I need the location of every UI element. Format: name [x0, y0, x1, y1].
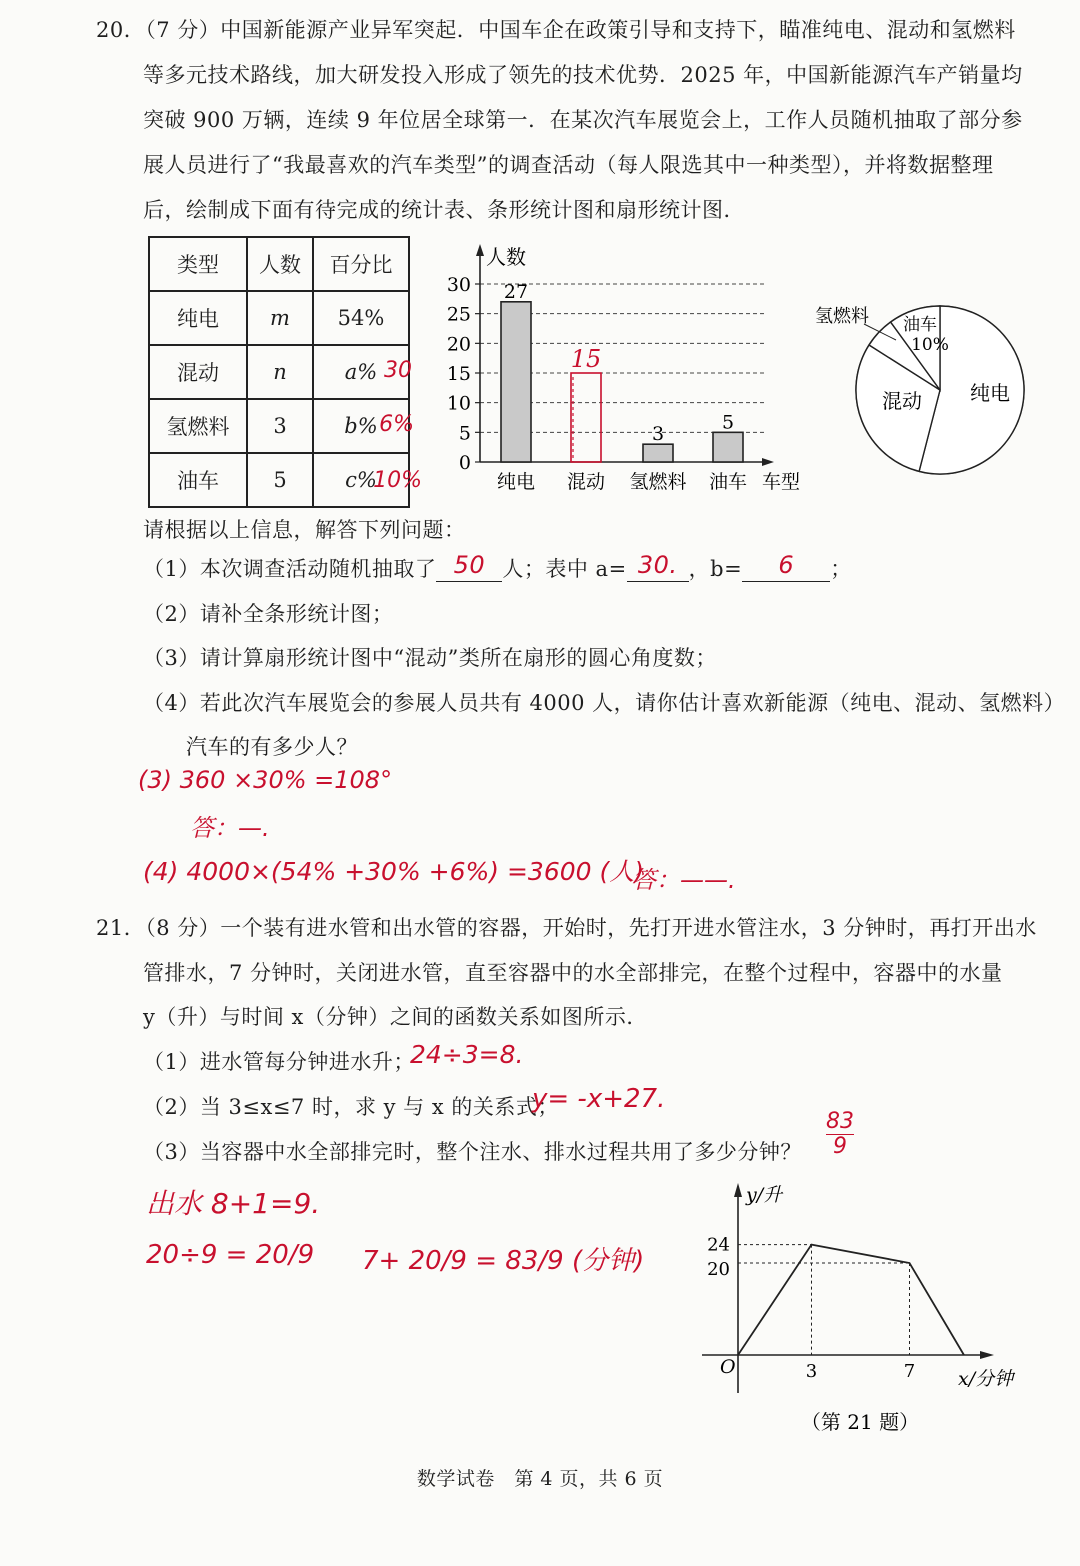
answer-blank-a: [627, 551, 689, 582]
figure-caption: （第 21 题）: [800, 1410, 920, 1434]
q20-line-1: 20．（7 分）中国新能源产业异军突起．中国车企在政策引导和支持下，瞄准纯电、混动和氢燃料: [96, 18, 1016, 42]
q20-part4-line1: （4）若此次汽车展览会的参展人员共有 4000 人，请你估计喜欢新能源（纯电、混动、氢燃料）: [143, 691, 1066, 715]
fraction-numerator: 83: [826, 1109, 854, 1134]
x-tick-label: 7: [903, 1361, 916, 1382]
y-axis-arrow: [476, 244, 484, 256]
table-cell-count: n: [247, 345, 313, 399]
q21-part2: （2）当 3≤x≤7 时，求 y 与 x 的关系式；: [143, 1095, 559, 1119]
q21-line-2: 管排水，7 分钟时，关闭进水管，直至容器中的水全部排完，在整个过程中，容器中的水量: [143, 961, 1003, 985]
bar-chart: [440, 236, 810, 498]
q20-line-3: 突破 900 万辆，连续 9 年位居全球第一．在某次汽车展览会上，工作人员随机抽取了部分参: [143, 108, 1023, 132]
table-header: 人数: [247, 237, 313, 291]
pie-label: 10%: [911, 335, 949, 355]
bar-value-label: 27: [503, 280, 529, 303]
function-graph: [690, 1175, 1030, 1445]
q20-line-2: 等多元技术路线，加大研发投入形成了领先的技术优势．2025 年，中国新能源汽车产销量均: [143, 63, 1023, 87]
table-cell-pct-wrap: [313, 345, 412, 399]
q20-part2: （2）请补全条形统计图；: [143, 602, 394, 626]
pie-label: 油车: [903, 315, 937, 335]
handwritten-b-answer: 6%: [379, 412, 414, 437]
handwritten-total: 50: [453, 551, 486, 579]
q20-part1: [143, 553, 852, 583]
y-tick-label: 20: [446, 333, 471, 356]
table-cell-pct: 54%: [313, 291, 409, 345]
bar-value-label: 3: [651, 423, 665, 446]
x-tick-label: 纯电: [496, 471, 536, 493]
x-tick-label: 氢燃料: [629, 471, 687, 493]
handwritten-q21-total: 7+ 20/9 = 83/9 (分钟): [362, 1246, 645, 1276]
y-tick-label: 30: [446, 274, 471, 296]
y-tick-label: 15: [446, 363, 471, 385]
handwritten-part3-answer: 答：—.: [190, 814, 270, 842]
q20-part1-text-b: 人；表中 a=: [502, 557, 627, 581]
q20-part3: （3）请计算扇形统计图中“混动”类所在扇形的圆心角度数；: [143, 646, 717, 670]
table-cell-pct-wrap: [313, 453, 422, 507]
q21-part1: （1）进水管每分钟进水升；: [143, 1050, 415, 1074]
q20-part1-text-c: ，b=: [688, 557, 743, 581]
table-cell-type: 混动: [149, 345, 247, 399]
table-cell-count: 5: [247, 453, 313, 507]
q21-line-3: y（升）与时间 x（分钟）之间的函数关系如图所示．: [143, 1005, 648, 1029]
pie-chart: [800, 290, 1040, 490]
q20-prompt: 请根据以上信息，解答下列问题：: [143, 518, 466, 542]
q20-line-5: 后，绘制成下面有待完成的统计表、条形统计图和扇形统计图．: [143, 198, 745, 222]
y-tick-label: 10: [446, 392, 471, 415]
pie-label: 混动: [882, 389, 922, 413]
y-tick-label: 25: [446, 303, 471, 326]
origin-label: O: [720, 1356, 736, 1378]
handwritten-part3-work: (3) 360 ×30% =108°: [138, 766, 393, 794]
handwritten-q21-outflow: 出水 8+1=9.: [146, 1187, 321, 1220]
y-tick-label: 20: [707, 1259, 730, 1280]
handwritten-q21-time: 20÷9 = 20/9: [146, 1240, 315, 1270]
q21-part3: （3）当容器中水全部排完时，整个注水、排水过程共用了多少分钟？: [143, 1140, 802, 1164]
function-line: [738, 1245, 964, 1355]
bar: [501, 302, 531, 462]
q20-line-4: 展人员进行了“我最喜欢的汽车类型”的调查活动（每人限选其中一种类型），并将数据整理: [143, 153, 994, 177]
handwritten-part4-work: (4) 4000×(54% +30% +6%) =3600 (人): [143, 857, 644, 886]
bar-handdrawn: [571, 373, 601, 462]
answer-blank-total: [436, 551, 502, 582]
table-cell-type: 氢燃料: [149, 399, 247, 453]
q20-part1-text-d: ；: [830, 557, 852, 581]
handwritten-c-answer: 10%: [373, 468, 422, 493]
pie-label: 纯电: [970, 381, 1010, 405]
bar-value-label: 5: [721, 411, 735, 434]
handwritten-q21-part1: 24÷3=8.: [410, 1040, 524, 1069]
table-header-row: [149, 237, 409, 291]
x-tick-label: 混动: [566, 471, 606, 493]
table-row: [149, 345, 409, 399]
table-row: [149, 291, 409, 345]
x-axis-arrow: [762, 458, 774, 466]
table-cell-pct: b%: [344, 414, 378, 438]
table-row: [149, 399, 409, 453]
q20-part4-line2: 汽车的有多少人？: [186, 735, 358, 759]
table-cell-type: 油车: [149, 453, 247, 507]
x-axis-arrow: [980, 1351, 994, 1359]
table-cell-pct: a%: [344, 360, 378, 384]
handwritten-a-answer: 30: [384, 358, 412, 383]
x-axis-label: x/分钟: [958, 1368, 1014, 1390]
handwritten-b: 6: [778, 551, 795, 579]
y-axis-label: y/升: [746, 1184, 783, 1206]
table-cell-pct-wrap: [313, 399, 414, 453]
table-cell-count: m: [247, 291, 313, 345]
table-header: 类型: [149, 237, 247, 291]
y-tick-label: 0: [458, 452, 471, 474]
q21-line-1: 21．（8 分）一个装有进水管和出水管的容器，开始时，先打开进水管注水，3 分钟时，再打开出水: [96, 916, 1037, 940]
bar: [643, 444, 673, 462]
page-footer: 数学试卷 第 4 页，共 6 页: [416, 1468, 664, 1490]
bar-value-label-handwritten: 15: [570, 345, 602, 373]
x-axis-label: 车型: [762, 471, 801, 493]
table-header: 百分比: [313, 237, 409, 291]
fraction-denominator: 9: [826, 1134, 854, 1159]
handwritten-q21-part3-fraction: [826, 1110, 854, 1159]
x-tick-label: 3: [805, 1361, 818, 1382]
answer-blank-b: [742, 551, 830, 582]
handwritten-part4-answer: 答：——.: [632, 866, 736, 894]
x-tick-label: 油车: [708, 471, 748, 493]
table-cell-type: 纯电: [149, 291, 247, 345]
handwritten-a: 30.: [637, 551, 678, 579]
table-cell-count: 3: [247, 399, 313, 453]
y-tick-label: 5: [458, 422, 471, 445]
pie-label: 氢燃料: [815, 306, 869, 327]
stat-table: [148, 236, 422, 508]
table-cell-pct: c%: [345, 468, 377, 492]
q20-part1-text-a: （1）本次调查活动随机抽取了: [143, 557, 437, 581]
bar: [713, 432, 743, 462]
y-axis-label: 人数: [486, 245, 526, 269]
handwritten-q21-part2: y= -x+27.: [532, 1084, 666, 1114]
table-row: [149, 453, 409, 507]
y-tick-label: 24: [707, 1234, 730, 1256]
y-axis-arrow: [734, 1183, 742, 1197]
